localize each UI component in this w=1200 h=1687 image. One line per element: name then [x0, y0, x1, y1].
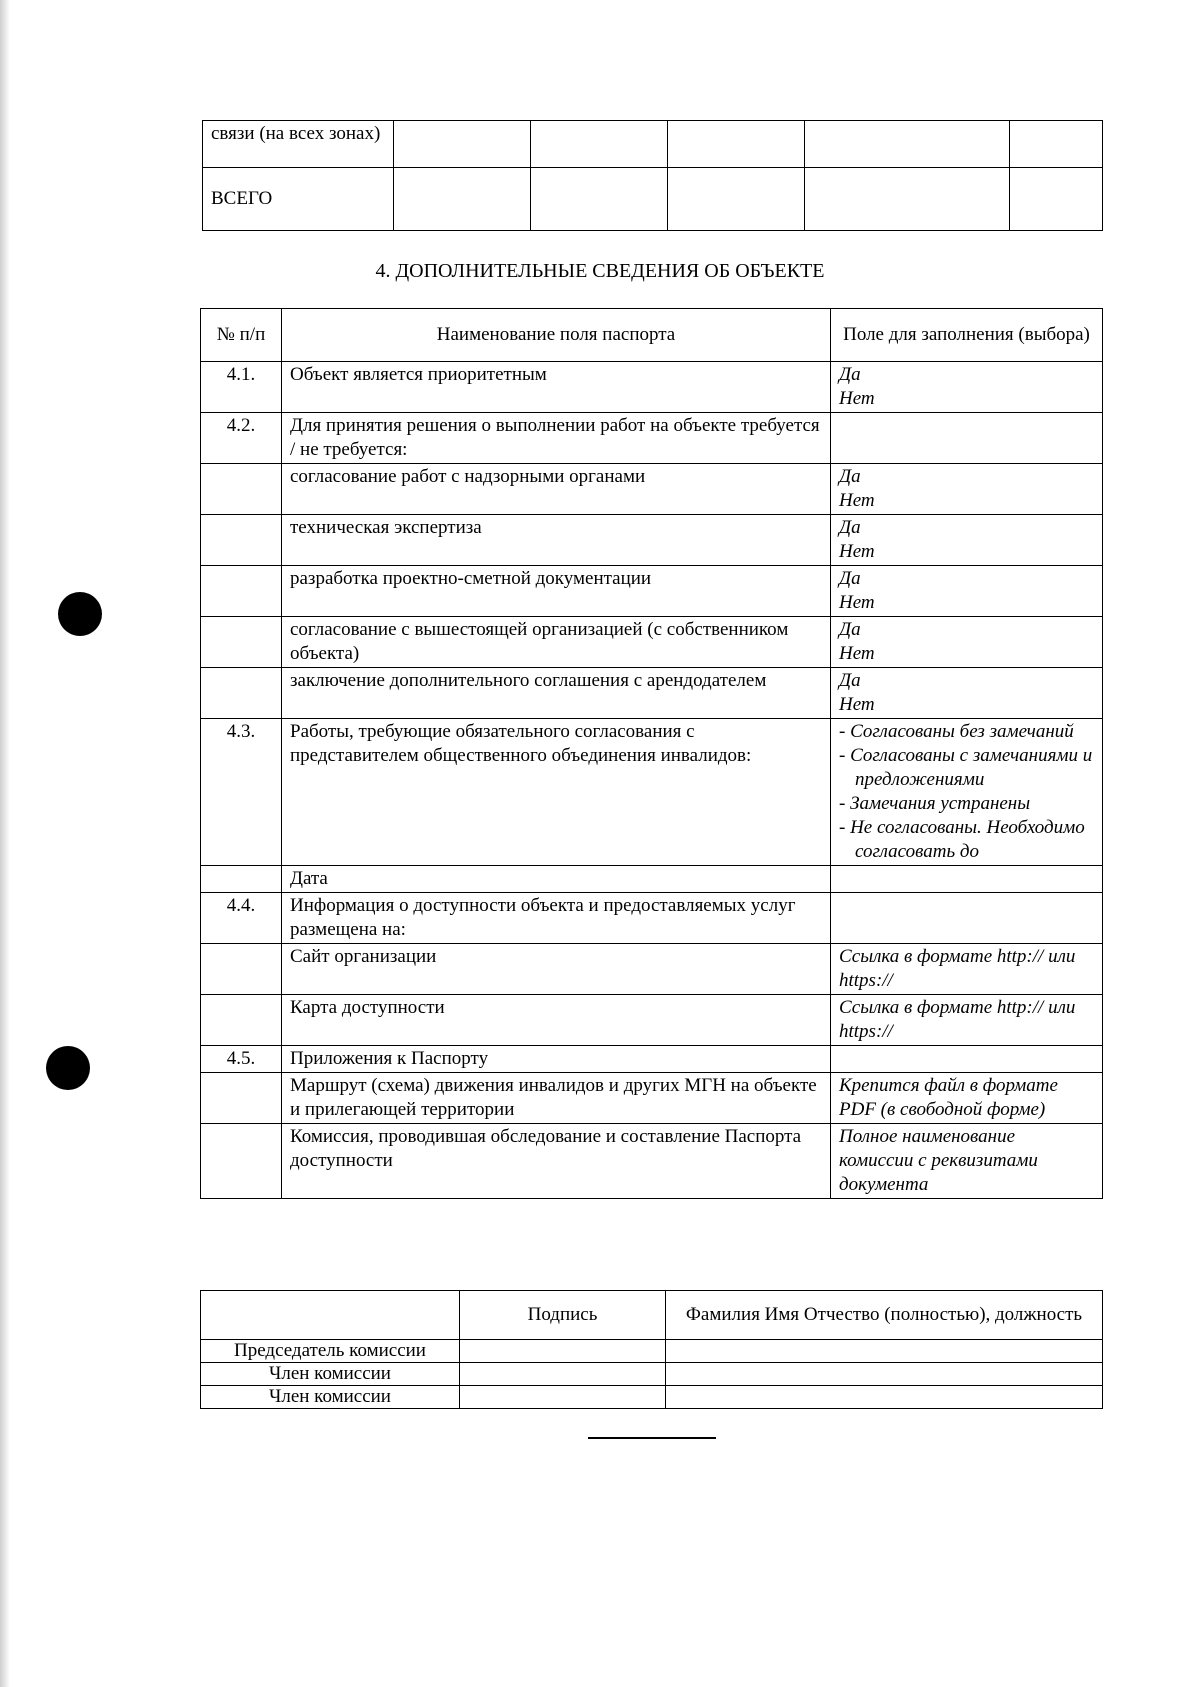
row-name: Для принятия решения о выполнении работ на объекте требуется / не требуется: [282, 413, 831, 464]
row-label: ВСЕГО [203, 168, 394, 231]
row-value [831, 866, 1103, 893]
table-row [203, 121, 1103, 168]
row-value: Ссылка в формате http:// или https:// [831, 944, 1103, 995]
row-value [831, 893, 1103, 944]
signature-cell [460, 1340, 666, 1363]
row-name: Комиссия, проводившая обследование и составление Паспорта доступности [282, 1124, 831, 1199]
header-name: Наименование поля паспорта [282, 309, 831, 362]
fio-cell [666, 1386, 1103, 1409]
option-no: Нет [839, 592, 875, 613]
row-name: Сайт организации [282, 944, 831, 995]
signature-cell [460, 1363, 666, 1386]
row-value: Ссылка в формате http:// или https:// [831, 995, 1103, 1046]
binder-hole [58, 592, 102, 636]
table-row [201, 1046, 1103, 1073]
row-name: согласование с вышестоящей организацией (с собственником объекта) [282, 617, 831, 668]
row-name: Информация о доступности объекта и предоставляемых услуг размещена на: [282, 893, 831, 944]
option-yes: Да [839, 670, 861, 691]
option-no: Нет [839, 490, 875, 511]
row-label: связи (на всех зонах) [203, 121, 394, 168]
top-table [202, 120, 1103, 231]
member-role: Член комиссии [201, 1363, 460, 1386]
row-number: 4.5. [201, 1046, 282, 1073]
row-number: 4.1. [201, 362, 282, 413]
row-value [831, 464, 1103, 515]
header-fio: Фамилия Имя Отчество (полностью), должность [666, 1291, 1103, 1340]
table-header-row [201, 309, 1103, 362]
table-row [201, 464, 1103, 515]
header-field: Поле для заполнения (выбора) [831, 309, 1103, 362]
option-no: Нет [839, 541, 875, 562]
passport-fields-table [200, 308, 1103, 1199]
row-name: Работы, требующие обязательного согласования с представителем общественного объединения инвалидов: [282, 719, 831, 866]
row-value [831, 668, 1103, 719]
option-yes: Да [839, 619, 861, 640]
row-name: заключение дополнительного соглашения с арендодателем [282, 668, 831, 719]
option-no: Нет [839, 643, 875, 664]
row-value [831, 617, 1103, 668]
row-value [831, 719, 1103, 866]
table-row [201, 668, 1103, 719]
fio-cell [666, 1363, 1103, 1386]
table-row [201, 1073, 1103, 1124]
row-value [831, 362, 1103, 413]
closing-line [588, 1437, 716, 1439]
option-remarks-fixed: - Замечания устранены [839, 793, 1031, 814]
signature-cell [460, 1386, 666, 1409]
row-value: Полное наименование комиссии с реквизитами документа [831, 1124, 1103, 1199]
row-name: разработка проектно-сметной документации [282, 566, 831, 617]
row-name: Объект является приоритетным [282, 362, 831, 413]
scan-edge-shadow [0, 0, 10, 1687]
row-value [831, 413, 1103, 464]
option-no: Нет [839, 694, 875, 715]
member-role: Председатель комиссии [201, 1340, 460, 1363]
option-yes: Да [839, 517, 861, 538]
binder-hole [46, 1046, 90, 1090]
section-title: 4. ДОПОЛНИТЕЛЬНЫЕ СВЕДЕНИЯ ОБ ОБЪЕКТЕ [375, 260, 825, 282]
table-row [201, 515, 1103, 566]
row-name: Маршрут (схема) движения инвалидов и других МГН на объекте и прилегающей территории [282, 1073, 831, 1124]
option-no: Нет [839, 388, 875, 409]
table-row [201, 1124, 1103, 1199]
row-name: Дата [282, 866, 831, 893]
header-signature: Подпись [460, 1291, 666, 1340]
table-row [203, 168, 1103, 231]
row-value: Крепится файл в формате PDF (в свободной форме) [831, 1073, 1103, 1124]
table-row [201, 617, 1103, 668]
table-row [201, 995, 1103, 1046]
row-value [831, 566, 1103, 617]
row-number: 4.3. [201, 719, 282, 866]
row-number: 4.4. [201, 893, 282, 944]
option-approved: - Согласованы без замечаний [839, 721, 1074, 742]
row-name: Карта доступности [282, 995, 831, 1046]
row-name: Приложения к Паспорту [282, 1046, 831, 1073]
table-row [201, 566, 1103, 617]
table-row [201, 362, 1103, 413]
table-header-row [201, 1291, 1103, 1340]
table-row [201, 866, 1103, 893]
row-number: 4.2. [201, 413, 282, 464]
option-yes: Да [839, 466, 861, 487]
table-row [201, 719, 1103, 866]
row-value [831, 515, 1103, 566]
table-row [201, 413, 1103, 464]
member-role: Член комиссии [201, 1386, 460, 1409]
header-num: № п/п [201, 309, 282, 362]
row-name: техническая экспертиза [282, 515, 831, 566]
table-row [201, 944, 1103, 995]
table-row [201, 1363, 1103, 1386]
row-value [831, 1046, 1103, 1073]
table-row [201, 893, 1103, 944]
option-yes: Да [839, 364, 861, 385]
signature-table [200, 1290, 1103, 1409]
row-name: согласование работ с надзорными органами [282, 464, 831, 515]
table-row [201, 1386, 1103, 1409]
option-approved-with-remarks: - Согласованы с замечаниями и предложениями [839, 745, 1093, 790]
option-yes: Да [839, 568, 861, 589]
option-not-approved: - Не согласованы. Необходимо согласовать до [839, 817, 1085, 862]
fio-cell [666, 1340, 1103, 1363]
table-row [201, 1340, 1103, 1363]
